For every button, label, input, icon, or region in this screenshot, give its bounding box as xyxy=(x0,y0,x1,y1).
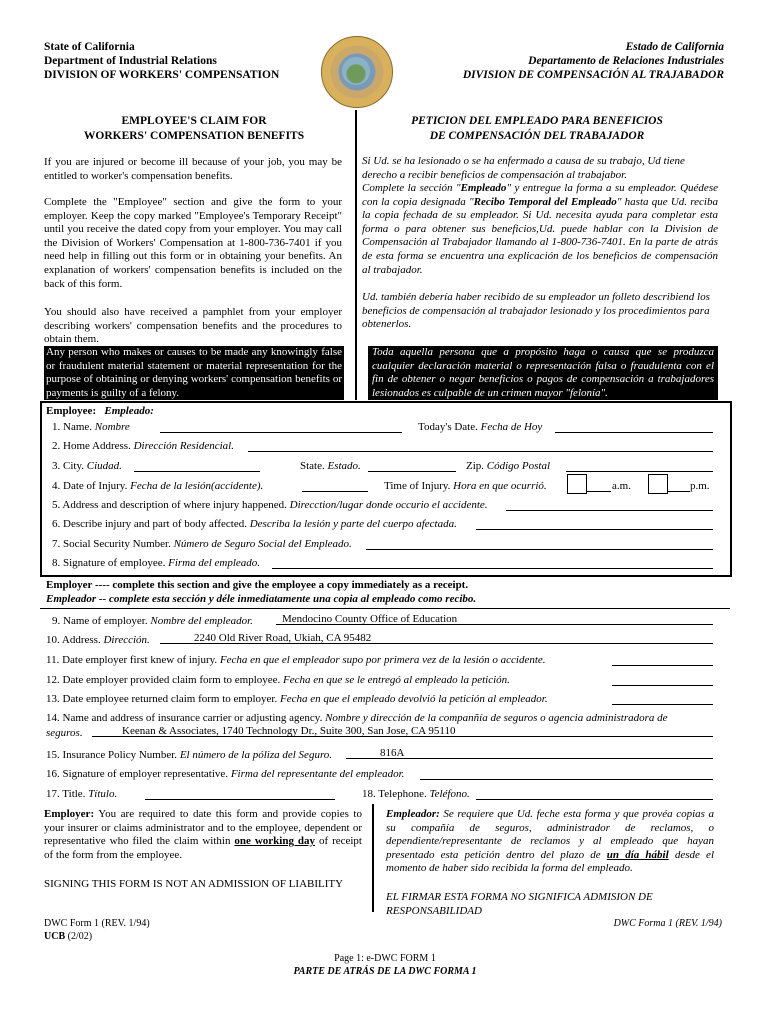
header-left xyxy=(44,40,279,82)
title-line: WORKERS' COMPENSATION BENEFITS xyxy=(83,130,305,142)
text: Fecha de Hoy xyxy=(480,421,543,433)
text: You are required to date this form and provide copies to your insurer or claims administrator and to the employee, dependent or representative who filed the claim within xyxy=(44,808,362,848)
field-17-label xyxy=(46,787,117,801)
text: 16. Signature of employer representative. xyxy=(46,768,229,780)
title-line: EMPLOYEE'S CLAIM FOR xyxy=(121,115,267,127)
text: 3. City. xyxy=(52,460,84,472)
title-field[interactable] xyxy=(145,787,335,800)
zip-field[interactable] xyxy=(566,459,713,472)
time-of-injury-field[interactable] xyxy=(567,474,587,494)
field-2-label xyxy=(52,439,234,453)
telephone-field[interactable] xyxy=(476,787,713,800)
text: Teléfono. xyxy=(429,788,470,800)
field-14-label xyxy=(46,711,668,725)
column-divider xyxy=(355,110,357,400)
text: UCB xyxy=(44,931,66,942)
employer-divider xyxy=(40,608,730,609)
text: Zip. xyxy=(466,460,485,472)
text: Se requiere que Ud. feche esta forma y que provéa copias a su compañía de seguros, administrador de reclamos, o dependiente/representante de reclamos y al empleado que hayan presentado esta petición dentro del plazo de xyxy=(386,808,714,861)
text: 8. Signature of employee. xyxy=(52,557,166,569)
text: 2. Home Address. xyxy=(52,440,131,452)
city-field[interactable] xyxy=(134,459,260,472)
text: 13. Date employee returned claim form to employer. xyxy=(46,693,278,705)
am-label: a.m. xyxy=(612,480,631,492)
text: Time of Injury. xyxy=(384,480,451,492)
page-number: Page 1: e-DWC FORM 1 xyxy=(334,953,436,964)
seal-center xyxy=(342,57,370,85)
employer-address-field[interactable] xyxy=(160,631,713,644)
text: 10. Address. xyxy=(46,634,101,646)
text: one working day xyxy=(234,835,316,848)
field-9-label xyxy=(52,614,253,628)
field-13-label xyxy=(46,692,548,706)
liability-notice-spanish: EL FIRMAR ESTA FORMA NO SIGNIFICA ADMISION DE RESPONSABILIDAD xyxy=(386,891,653,917)
home-address-field[interactable] xyxy=(248,439,713,452)
field-15-label xyxy=(46,748,332,762)
text: " y entregue la forma a su empleador. Quédese con la copia designada " xyxy=(362,182,718,208)
field-4-label xyxy=(52,479,263,493)
field-7-label xyxy=(52,537,352,551)
date-employer-knew-field[interactable] xyxy=(612,653,713,666)
text: 5. Address and description of where injury happened. xyxy=(52,499,287,511)
field-11-label xyxy=(46,653,546,667)
text: Empleado: xyxy=(104,405,154,417)
text: 6. Describe injury and part of body affected. xyxy=(52,518,247,530)
text: Employee: xyxy=(46,405,97,417)
text: Fecha en que se le entregó al empleado la petición. xyxy=(283,674,510,686)
pm-field[interactable] xyxy=(668,479,690,492)
text: 4. Date of Injury. xyxy=(52,480,128,492)
text: Ciudad. xyxy=(86,460,122,472)
header-right-line: Departamento de Relaciones Industriales xyxy=(528,55,724,67)
text: un día hábil xyxy=(606,848,669,861)
text: Fecha de la lesión(accidente). xyxy=(130,480,264,492)
text: Título. xyxy=(88,788,118,800)
text: Complete la sección " xyxy=(362,182,461,194)
today-date-label xyxy=(418,420,542,434)
intro-spanish-p1: Si Ud. se ha lesionado o se ha enfermado a causa de su trabajo, Ud tiene derecho a recibir beneficios de compensación al trabajabor. xyxy=(362,155,685,181)
fraud-warning-spanish: Toda aquella persona que a propósito haga o causa que se produzca cualquier declaración material o representación falsa o fraudulenta con el fin de obtener o negar beneficios o pagos de compensación a trabajadores lesionados es culpable de un crimen mayor "felonía". xyxy=(368,346,718,400)
today-date-field[interactable] xyxy=(555,420,713,433)
intro-spanish-p2 xyxy=(362,182,718,277)
text: 11. Date employer first knew of injury. xyxy=(46,654,218,666)
intro-english-p1: If you are injured or become ill because of your job, you may be entitled to worker's compensation benefits. xyxy=(44,156,342,182)
employer-heading-english: Employer ---- complete this section and give the employee a copy immediately as a receipt. xyxy=(46,579,469,591)
employer-name-field[interactable] xyxy=(276,612,713,625)
fraud-warning-english: Any person who makes or causes to be made any knowingly false or fraudulent material statement or material representation for the purpose of obtaining or denying workers' compensation benefits or payments is guilty of a felony. xyxy=(46,346,342,399)
employer-heading-spanish: Empleador -- complete esta sección y déle inmediatamente una copia al empleado como recibo. xyxy=(46,593,477,605)
employer-address-value: 2240 Old River Road, Ukiah, CA 95482 xyxy=(194,632,372,644)
text: Firma del representante del empleador. xyxy=(230,768,405,780)
pm-time-field[interactable] xyxy=(648,474,668,494)
date-form-returned-field[interactable] xyxy=(612,692,713,705)
text: Empleado xyxy=(460,182,507,194)
time-of-injury-label xyxy=(384,479,547,493)
liability-notice-english: SIGNING THIS FORM IS NOT AN ADMISSION OF LIABILITY xyxy=(44,878,344,890)
insurance-carrier-field[interactable] xyxy=(92,724,713,737)
field-12-label xyxy=(46,673,510,687)
text: Empleador: xyxy=(386,808,440,820)
field-1-label xyxy=(52,420,130,434)
header-left-line: Department of Industrial Relations xyxy=(44,55,217,67)
state-field[interactable] xyxy=(368,459,456,472)
header-right-line: DIVISION DE COMPENSACIÓN AL TRAJABADOR xyxy=(462,69,724,81)
header-right-line: Estado de California xyxy=(625,41,724,53)
policy-number-value: 816A xyxy=(380,747,405,759)
date-of-injury-field[interactable] xyxy=(302,479,368,492)
text: 15. Insurance Policy Number. xyxy=(46,749,178,761)
text: Dirección. xyxy=(103,634,150,646)
am-field[interactable] xyxy=(587,479,611,492)
pm-label: p.m. xyxy=(690,480,710,492)
name-field[interactable] xyxy=(160,420,402,433)
field-16-label xyxy=(46,767,404,781)
text: 18. Telephone. xyxy=(362,788,427,800)
text: Número de Seguro Social del Empleado. xyxy=(173,538,352,550)
text: (2/02) xyxy=(67,931,93,942)
text: 1. Name. xyxy=(52,421,93,433)
text: " hasta que Ud. reciba la copia fechada de su empleador. Si Ud. necesita ayuda para completar esta forma o para obtener sus beneficios,Ud. puede hablar con la Division de Compensación al Trabajador llamando al 1-800-736-7401. En la parte de atrás de esta forma se encuentra una explicación de los beneficios de compensación al trabajador. xyxy=(362,195,718,276)
text: of receipt of the form from the employee. xyxy=(44,835,362,861)
text: Describa la lesión y parte del cuerpo afectada. xyxy=(249,518,457,530)
text: El número de la póliza del Seguro. xyxy=(179,749,333,761)
text: 7. Social Security Number. xyxy=(52,538,171,550)
field-6-label xyxy=(52,517,457,531)
zip-label xyxy=(466,459,550,473)
text: Nombre del empleador. xyxy=(150,615,253,627)
field-5-label xyxy=(52,498,488,512)
text: Dirección Residencial. xyxy=(133,440,234,452)
text: 17. Title. xyxy=(46,788,86,800)
text: Estado. xyxy=(327,460,361,472)
header-left-line: State of California xyxy=(44,41,135,53)
ssn-field[interactable] xyxy=(366,537,713,550)
text: Firma del empleado. xyxy=(168,557,261,569)
insurance-carrier-value: Keenan & Associates, 1740 Technology Dr., Suite 300, San Jose, CA 95110 xyxy=(122,725,456,737)
field-3-label xyxy=(52,459,122,473)
employer-instructions-english xyxy=(44,808,362,862)
employee-signature-field[interactable] xyxy=(272,556,713,569)
field-18-label xyxy=(362,787,470,801)
text: Employer: xyxy=(44,808,95,820)
title-line: PETICION DEL EMPLEADO PARA BENEFICIOS xyxy=(411,115,663,127)
field-10-label xyxy=(46,633,150,647)
header-right xyxy=(463,40,724,82)
title-english xyxy=(44,114,344,144)
state-label xyxy=(300,459,361,473)
employee-heading xyxy=(46,404,154,418)
employer-signature-field[interactable] xyxy=(420,767,713,780)
text: Hora en que ocurrió. xyxy=(453,480,547,492)
intro-english-p3: You should also have received a pamphlet from your employer describing workers' compensation benefits and the procedures to obtain them. xyxy=(44,306,342,346)
text: Nombre xyxy=(94,421,130,433)
page-subtitle: PARTE DE ATRÁS DE LA DWC FORMA 1 xyxy=(293,966,477,977)
injury-description-field[interactable] xyxy=(476,517,713,530)
text: Fecha en que el empleador supo por primera vez de la lesión o accidente. xyxy=(219,654,546,666)
title-line: DE COMPENSACIÓN DEL TRABAJADOR xyxy=(429,130,645,142)
text: Nombre y dirección de la companñía de seguros o agencia administradora de xyxy=(325,712,668,724)
ucb-line xyxy=(44,930,92,944)
header-left-line: DIVISION OF WORKERS' COMPENSATION xyxy=(44,69,280,81)
title-spanish xyxy=(372,114,702,144)
form-id-spanish: DWC Forma 1 (REV. 1/94) xyxy=(613,918,722,929)
text: State. xyxy=(300,460,325,472)
text: 14. Name and address of insurance carrier or adjusting agency. xyxy=(46,712,323,724)
text: 9. Name of employer. xyxy=(52,615,148,627)
footer-column-divider xyxy=(372,804,374,912)
employer-instructions-spanish xyxy=(386,808,714,876)
text: Direcction/lugar donde occurio el accidente. xyxy=(289,499,488,511)
field-14-label-cont: seguros. xyxy=(46,727,83,739)
text: Today's Date. xyxy=(418,421,478,433)
field-8-label xyxy=(52,556,260,570)
policy-number-field[interactable] xyxy=(346,746,713,759)
text: 12. Date employer provided claim form to employee. xyxy=(46,674,281,686)
employer-name-value: Mendocino County Office of Education xyxy=(282,613,458,625)
text: Código Postal xyxy=(486,460,551,472)
date-form-provided-field[interactable] xyxy=(612,673,713,686)
intro-spanish-p3: Ud. también debería haber recibido de su empleador un folleto describiend los beneficios de compensación al trabajador lesionado y los procedimientos para obtenerlos. xyxy=(362,291,710,331)
text: Recibo Temporal del Empleado xyxy=(473,195,617,208)
injury-location-field[interactable] xyxy=(506,498,713,511)
text: desde el momento de haber sido recibida la forma del empleado. xyxy=(386,848,714,875)
text: Fecha en que el empleado devolvió la petición al empleador. xyxy=(279,693,548,705)
form-id-english: DWC Form 1 (REV. 1/94) xyxy=(44,918,150,929)
intro-english-p2: Complete the "Employee" section and give the form to your employer. Keep the copy marked "Employee's Temporary Receipt" until you receive the dated copy from your employer. You may call the Division of Workers' Compensation at 1-800-736-7401 if you need help in filling out this form or in obtaining your benefits. An explanation of workers' compensation benefits is included on the back of this form. xyxy=(44,196,342,290)
